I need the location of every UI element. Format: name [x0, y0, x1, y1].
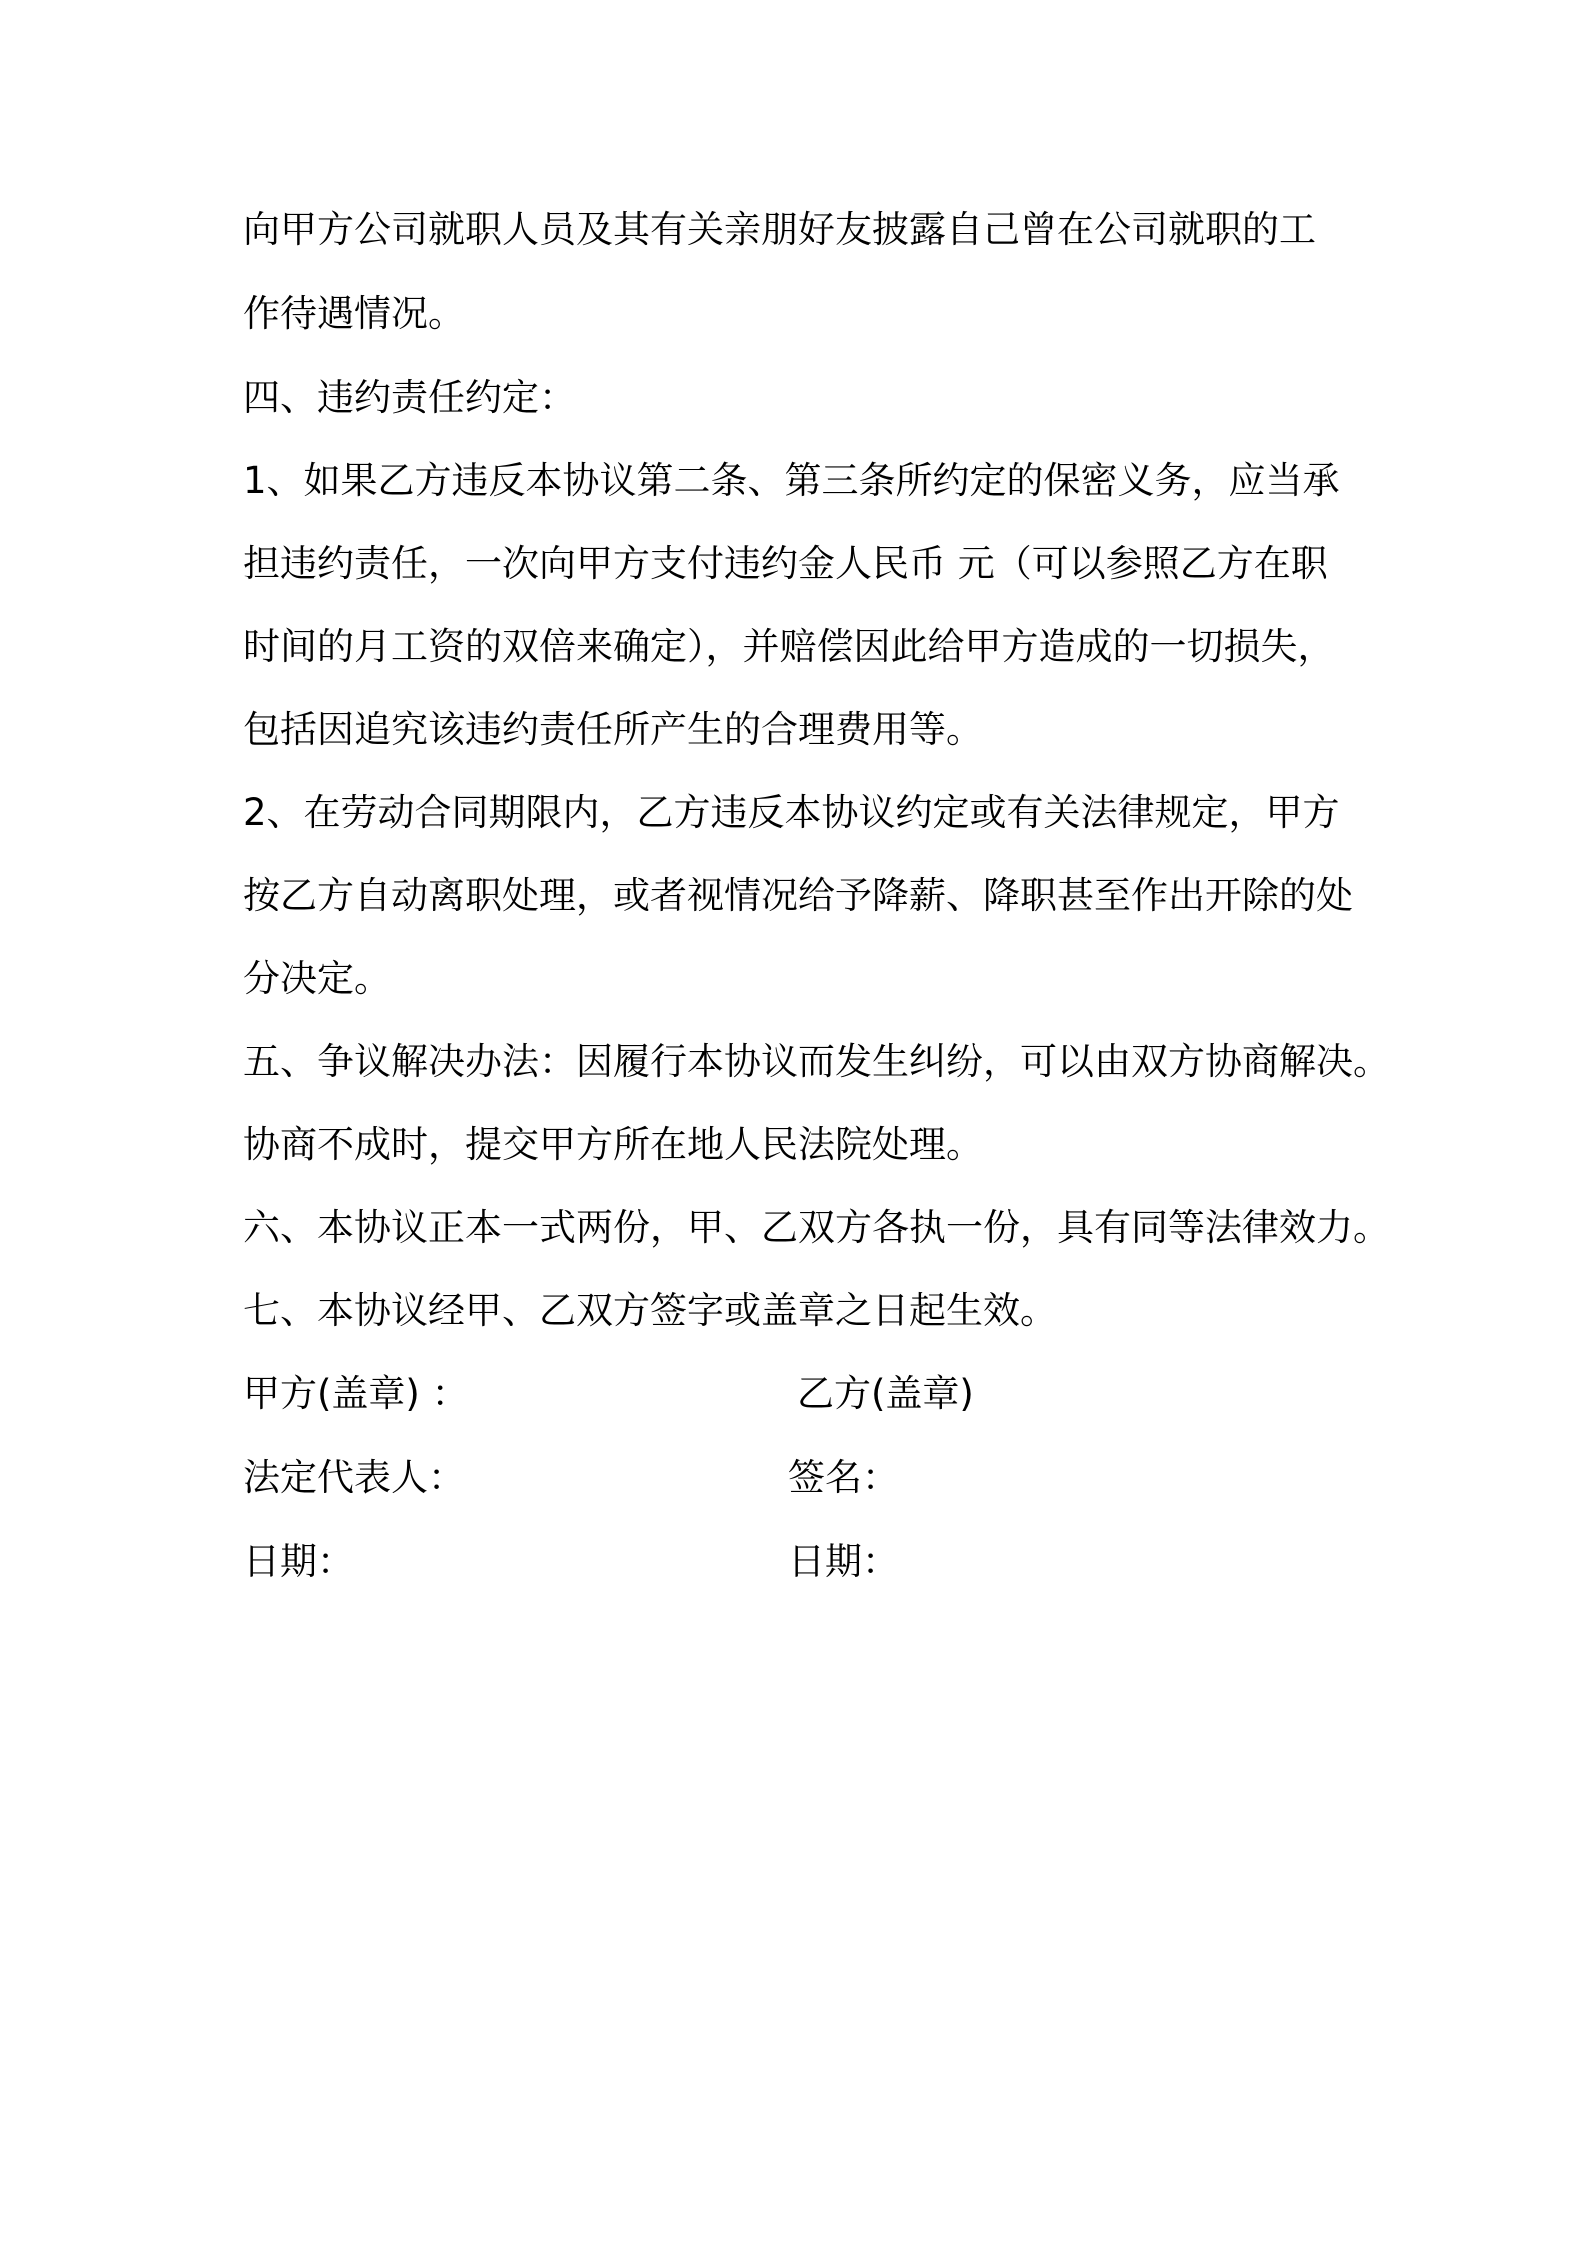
section-heading: 四、违约责任约定： — [243, 376, 576, 419]
paragraph-line: 六、本协议正本一式两份，甲、乙双方各执一份，具有同等法律效力。 — [243, 1206, 1390, 1249]
party-b-seal-label: 乙方(盖章) — [797, 1372, 974, 1415]
paragraph-line: 向甲方公司就职人员及其有关亲朋好友披露自己曾在公司就职的工 — [243, 208, 1316, 251]
representative-label: 法定代表人： — [243, 1456, 465, 1499]
paragraph-line: 包括因追究该违约责任所产生的合理费用等。 — [243, 708, 983, 751]
paragraph-line: 五、争议解决办法：因履行本协议而发生纠纷，可以由双方协商解决。 — [243, 1040, 1390, 1083]
date-b-label: 日期： — [788, 1540, 899, 1583]
paragraph-line: 2、在劳动合同期限内，乙方违反本协议约定或有关法律规定，甲方 — [243, 791, 1340, 834]
paragraph-line: 时间的月工资的双倍来确定），并赔偿因此给甲方造成的一切损失， — [243, 625, 1335, 668]
party-a-seal-label: 甲方(盖章) ： — [243, 1372, 469, 1415]
paragraph-line: 担违约责任，一次向甲方支付违约金人民币 元（可以参照乙方在职 — [243, 542, 1328, 585]
paragraph-line: 七、本协议经甲、乙双方签字或盖章之日起生效。 — [243, 1289, 1057, 1332]
paragraph-line: 协商不成时，提交甲方所在地人民法院处理。 — [243, 1123, 983, 1166]
signature-label: 签名： — [788, 1456, 899, 1499]
paragraph-line: 作待遇情况。 — [243, 292, 465, 335]
paragraph-line: 1、如果乙方违反本协议第二条、第三条所约定的保密义务，应当承 — [243, 459, 1340, 502]
date-a-label: 日期： — [243, 1540, 354, 1583]
paragraph-line: 分决定。 — [243, 957, 391, 1000]
paragraph-line: 按乙方自动离职处理，或者视情况给予降薪、降职甚至作出开除的处 — [243, 874, 1353, 917]
